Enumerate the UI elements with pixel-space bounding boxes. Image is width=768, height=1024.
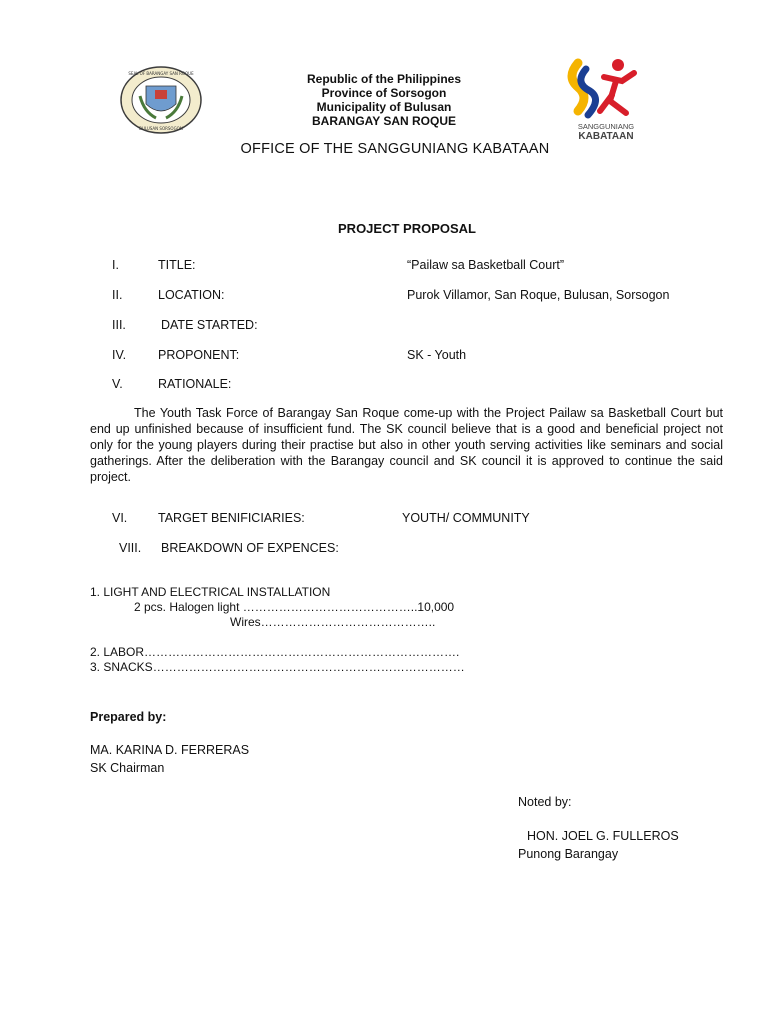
expense-subitem-wires: Wires…………………………………….. (230, 615, 436, 629)
rationale-text: The Youth Task Force of Barangay San Roque come-up with the Project Pailaw sa Basketball Court but end up unfinished because of insufficient fund. The SK council believe that is a good and beneficial project not only for the young players during their practise but also in other youth serving activities like seminars and social gatherings. After the deliberation with the Barangay council and SK council it is approved to continue the said project. (90, 406, 723, 484)
prepared-by-name: MA. KARINA D. FERRERAS (90, 743, 250, 757)
section-number: II. (112, 288, 123, 302)
section-label: RATIONALE: (158, 377, 232, 391)
expense-item-labor: 2. LABOR……………………………………………………………………. (90, 645, 460, 659)
noted-by-name: HON. JOEL G. FULLEROS (527, 829, 679, 843)
prepared-by-label: Prepared by: (90, 710, 167, 724)
section-value: Purok Villamor, San Roque, Bulusan, Sorsogon (407, 288, 670, 302)
rationale-paragraph (90, 405, 723, 485)
expense-item-snacks: 3. SNACKS…………………………………………………………………… (90, 660, 465, 674)
document-title: PROJECT PROPOSAL (338, 221, 476, 236)
beneficiaries-value: YOUTH/ COMMUNITY (402, 511, 530, 525)
section-value: “Pailaw sa Basketball Court” (407, 258, 565, 272)
breakdown-label: BREAKDOWN OF EXPENCES: (161, 541, 339, 555)
expense-item-light: 1. LIGHT AND ELECTRICAL INSTALLATION (90, 585, 331, 599)
breakdown-number: VIII. (119, 541, 142, 555)
section-number: V. (112, 377, 123, 391)
letterhead-line-republic: Republic of the Philippines (306, 72, 461, 86)
svg-text:BULUSAN SORSOGON: BULUSAN SORSOGON (139, 126, 183, 131)
letterhead-line-province: Province of Sorsogon (321, 86, 447, 100)
noted-by-position: Punong Barangay (518, 847, 619, 861)
beneficiaries-label: TARGET BENIFICIARIES: (158, 511, 305, 525)
section-number: III. (112, 318, 126, 332)
prepared-by-position: SK Chairman (90, 761, 165, 775)
letterhead-line-barangay: BARANGAY SAN ROQUE (311, 114, 457, 128)
svg-text:KABATAAN: KABATAAN (578, 131, 634, 141)
section-label: TITLE: (158, 258, 196, 272)
beneficiaries-number: VI. (112, 511, 128, 525)
expense-subitem-halogen: 2 pcs. Halogen light ……………………………………..10,000 (134, 600, 455, 614)
section-label: PROPONENT: (158, 348, 240, 362)
svg-text:SEAL OF BARANGAY SAN ROQUE: SEAL OF BARANGAY SAN ROQUE (128, 71, 194, 76)
letterhead (0, 72, 768, 128)
office-title: OFFICE OF THE SANGGUNIANG KABATAAN (240, 141, 550, 157)
section-value: SK - Youth (407, 348, 467, 362)
svg-text:SANGGUNIANG: SANGGUNIANG (577, 122, 635, 131)
section-label: LOCATION: (158, 288, 225, 302)
section-number: IV. (112, 348, 127, 362)
letterhead-line-municipality: Municipality of Bulusan (316, 100, 452, 114)
noted-by-label: Noted by: (518, 795, 572, 809)
section-label: DATE STARTED: (161, 318, 258, 332)
section-number: I. (112, 258, 119, 272)
